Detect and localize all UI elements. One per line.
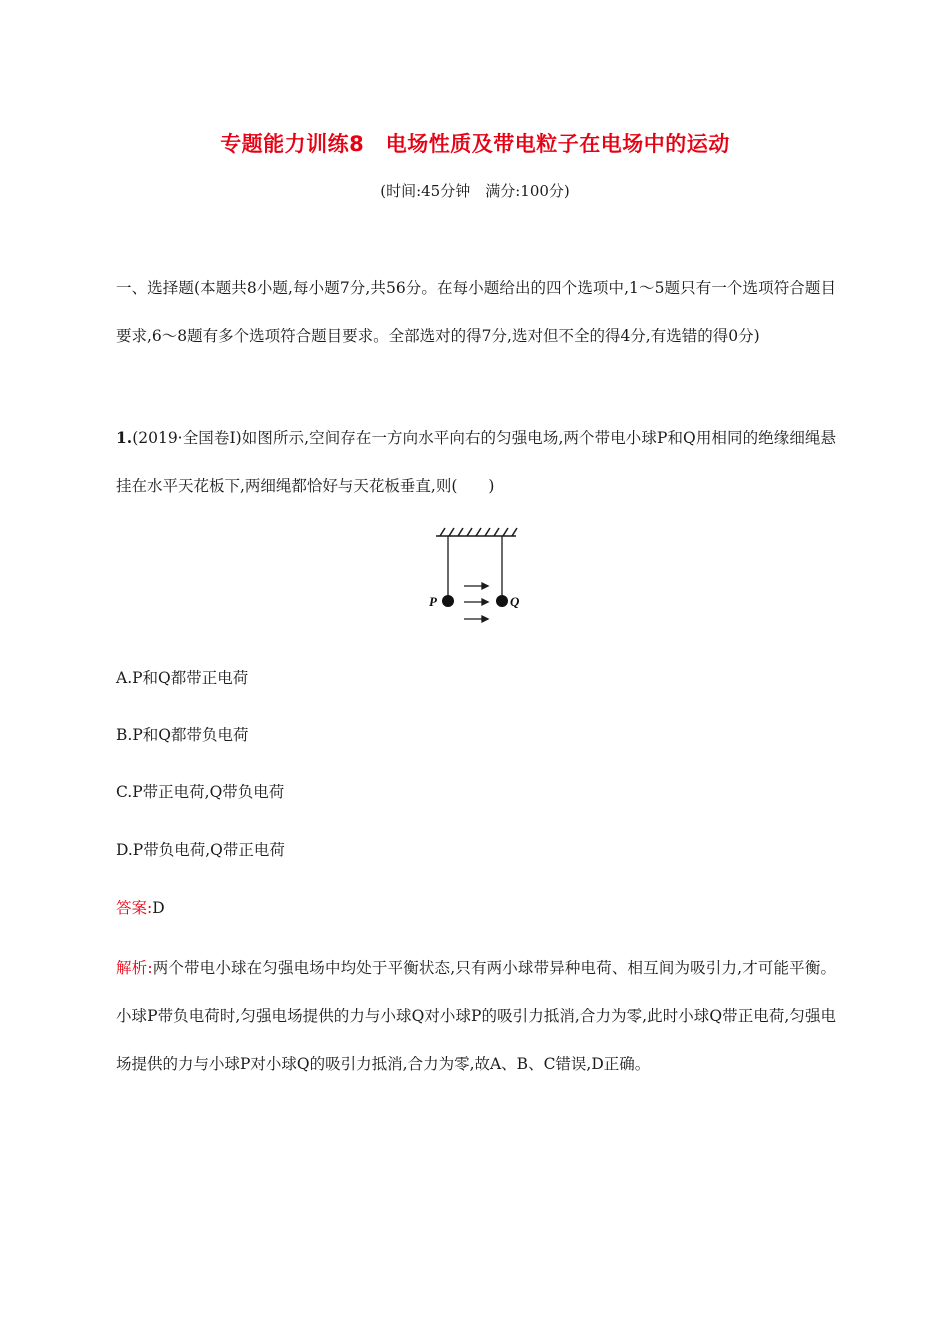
page-title: 专题能力训练8 电场性质及带电粒子在电场中的运动 (220, 132, 730, 156)
answer-label: 答案: (116, 899, 153, 917)
field-arrows (464, 583, 488, 622)
answer-line (116, 896, 165, 918)
section-instructions: 一、选择题(本题共8小题,每小题7分,共56分。在每小题给出的四个选项中,1～5题只有一个选项符合题目要求,6～8题有多个选项符合题目要求。全部选对的得7分,选对但不全的得4分,有选错的得0分) (116, 279, 836, 345)
pendulum-figure (420, 524, 530, 634)
ceiling (436, 528, 517, 536)
explanation-label: 解析: (116, 959, 153, 977)
option-d: D.P带负电荷,Q带正电荷 (116, 841, 285, 859)
option-b: B.P和Q都带负电荷 (116, 726, 249, 744)
label-p: P (429, 594, 437, 609)
question-number: 1. (116, 428, 133, 447)
explanation-text: 两个带电小球在匀强电场中均处于平衡状态,只有两小球带异种电荷、相互间为吸引力,才可能平衡。小球P带负电荷时,匀强电场提供的力与小球Q对小球P的吸引力抵消,合力为零,此时小球Q带正电荷,匀强电场提供的力与小球P对小球Q的吸引力抵消,合力为零,故A、B、C错误,D正确。 (116, 959, 836, 1073)
question-1 (116, 414, 836, 510)
answer-value: D (152, 899, 165, 917)
ball-q (496, 595, 508, 607)
question-text: (2019·全国卷Ⅰ)如图所示,空间存在一方向水平向右的匀强电场,两个带电小球P和Q用相同的绝缘细绳悬挂在水平天花板下,两细绳都恰好与天花板垂直,则( ) (116, 429, 836, 495)
option-c: C.P带正电荷,Q带负电荷 (116, 783, 285, 801)
ball-p (442, 595, 454, 607)
label-q: Q (510, 594, 520, 609)
option-a: A.P和Q都带正电荷 (116, 669, 249, 687)
explanation (116, 944, 836, 1088)
time-score-info: (时间:45分钟 满分:100分) (380, 182, 570, 200)
